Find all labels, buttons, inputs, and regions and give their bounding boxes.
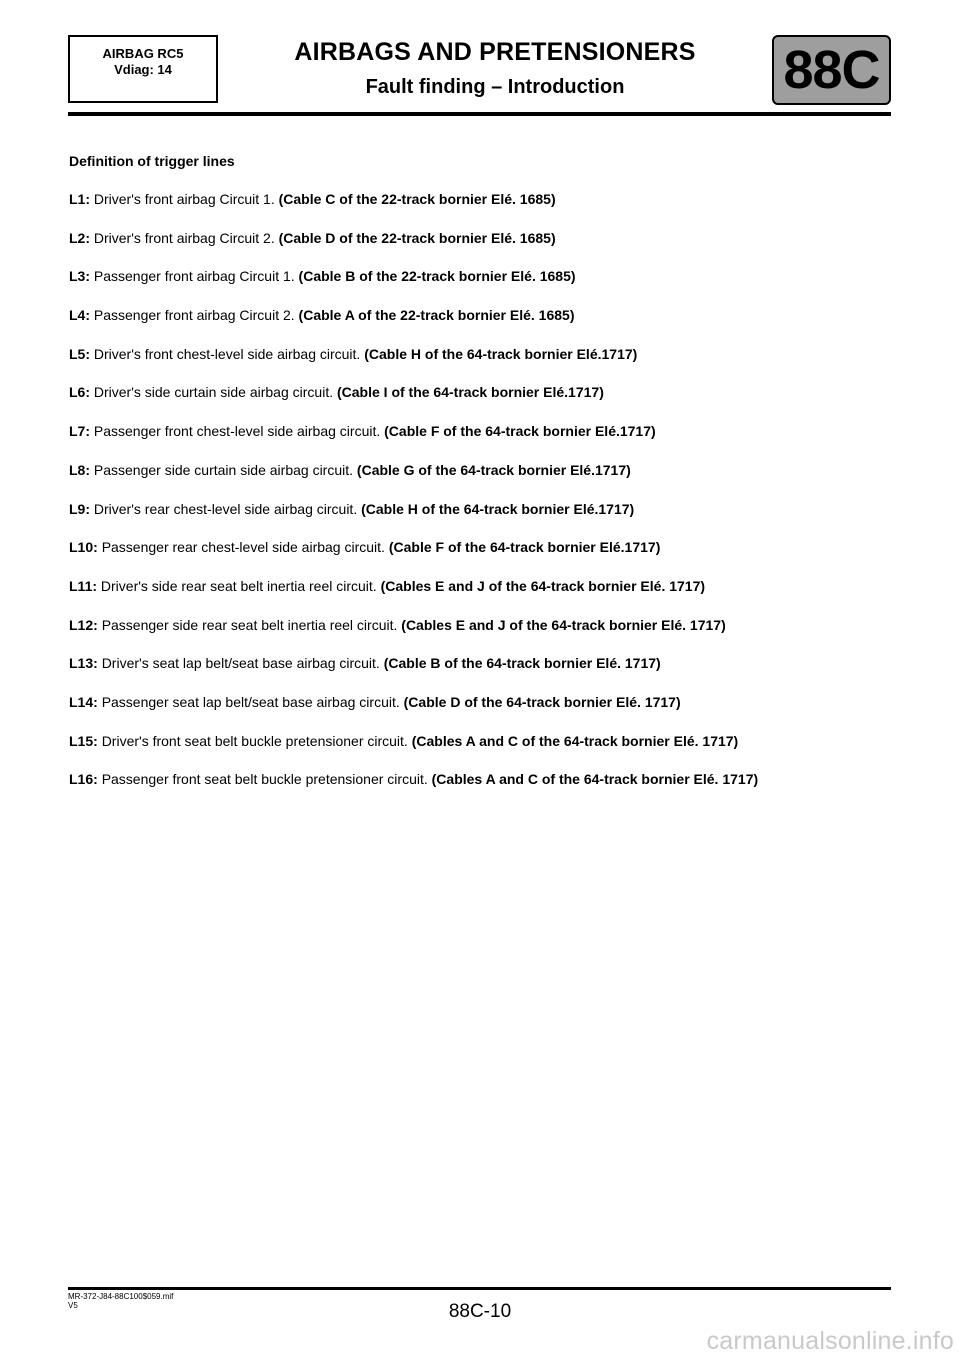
watermark: carmanualsonline.info xyxy=(706,1327,954,1355)
trigger-line-cable: (Cable I of the 64-track bornier Elé.1717) xyxy=(336,384,604,401)
trigger-line-label: L15: xyxy=(69,732,98,749)
trigger-line-item xyxy=(69,461,891,479)
trigger-line-description: Passenger rear chest-level side airbag circuit. xyxy=(101,539,385,556)
trigger-line-item xyxy=(69,732,891,750)
section-title: Definition of trigger lines xyxy=(69,153,235,169)
trigger-line-item xyxy=(69,770,891,788)
trigger-line-item xyxy=(69,654,891,672)
trigger-line-item xyxy=(69,306,891,324)
trigger-line-description: Passenger side rear seat belt inertia reel circuit. xyxy=(101,616,398,633)
trigger-line-description: Driver's front airbag Circuit 1. xyxy=(93,191,275,207)
trigger-line-cable: (Cable A of the 22-track bornier Elé. 1685) xyxy=(298,307,575,324)
trigger-line-item xyxy=(69,500,891,518)
trigger-line-label: L11: xyxy=(69,577,98,594)
trigger-line-item xyxy=(69,422,891,440)
trigger-line-item xyxy=(69,345,891,363)
vehicle-system-label: AIRBAG RC5 xyxy=(102,46,184,61)
trigger-line-label: L3: xyxy=(69,268,90,285)
trigger-line-label: L1: xyxy=(69,191,90,207)
file-ref: MR-372-J84-88C100$059.mif xyxy=(68,1292,174,1301)
trigger-line-item xyxy=(69,538,891,556)
trigger-line-description: Driver's front airbag Circuit 2. xyxy=(93,229,275,246)
trigger-line-item xyxy=(69,693,891,711)
trigger-line-cable: (Cables E and J of the 64-track bornier Elé. 1717) xyxy=(401,616,726,633)
trigger-line-description: Passenger front airbag Circuit 1. xyxy=(93,268,295,285)
trigger-line-label: L4: xyxy=(69,307,90,324)
trigger-line-cable: (Cable C of the 22-track bornier Elé. 1685) xyxy=(278,191,556,207)
trigger-line-item xyxy=(69,190,891,208)
trigger-line-cable: (Cable D of the 22-track bornier Elé. 1685) xyxy=(278,229,556,246)
trigger-line-description: Passenger side curtain side airbag circuit. xyxy=(93,461,354,478)
trigger-line-label: L8: xyxy=(69,461,90,478)
trigger-line-cable: (Cables A and C of the 64-track bornier Elé. 1717) xyxy=(431,771,759,788)
trigger-line-cable: (Cable G of the 64-track bornier Elé.1717) xyxy=(356,461,631,478)
trigger-line-description: Passenger front airbag Circuit 2. xyxy=(93,307,295,324)
trigger-line-label: L13: xyxy=(69,655,98,672)
trigger-line-description: Driver's side curtain side airbag circuit. xyxy=(93,384,334,401)
trigger-line-item xyxy=(69,229,891,247)
trigger-line-label: L2: xyxy=(69,229,90,246)
page-number: 88C-10 xyxy=(448,1301,512,1322)
trigger-line-label: L14: xyxy=(69,693,98,710)
trigger-line-cable: (Cables E and J of the 64-track bornier Elé. 1717) xyxy=(380,577,706,594)
trigger-line-cable: (Cables A and C of the 64-track bornier Elé. 1717) xyxy=(411,732,739,749)
trigger-line-label: L7: xyxy=(69,423,90,440)
trigger-line-description: Passenger front seat belt buckle pretensioner circuit. xyxy=(101,771,428,788)
trigger-line-description: Driver's side rear seat belt inertia reel circuit. xyxy=(100,577,377,594)
header-divider xyxy=(68,112,891,116)
vdiag-label: Vdiag: 14 xyxy=(114,62,172,77)
trigger-line-cable: (Cable F of the 64-track bornier Elé.1717) xyxy=(388,539,661,556)
trigger-line-cable: (Cable B of the 64-track bornier Elé. 1717) xyxy=(383,655,661,672)
vehicle-info-box xyxy=(68,35,218,103)
trigger-line-label: L12: xyxy=(69,616,98,633)
trigger-line-item xyxy=(69,577,891,595)
trigger-line-description: Driver's seat lap belt/seat base airbag circuit. xyxy=(101,655,380,672)
version-label: V5 xyxy=(68,1301,78,1310)
trigger-line-cable: (Cable F of the 64-track bornier Elé.1717) xyxy=(384,423,656,440)
trigger-line-item xyxy=(69,616,891,634)
trigger-line-label: L16: xyxy=(69,771,98,788)
trigger-line-label: L10: xyxy=(69,539,98,556)
trigger-line-description: Driver's front seat belt buckle pretensioner circuit. xyxy=(101,732,408,749)
trigger-line-description: Driver's front chest-level side airbag circuit. xyxy=(93,345,361,362)
section-code-badge: 88C xyxy=(772,35,891,105)
trigger-line-cable: (Cable D of the 64-track bornier Elé. 1717) xyxy=(403,693,681,710)
main-content xyxy=(69,152,891,809)
trigger-line-cable: (Cable H of the 64-track bornier Elé.1717) xyxy=(364,345,638,362)
page-title: AIRBAGS AND PRETENSIONERS xyxy=(294,38,696,66)
trigger-line-item xyxy=(69,267,891,285)
trigger-line-description: Passenger front chest-level side airbag circuit. xyxy=(93,423,381,440)
trigger-line-cable: (Cable H of the 64-track bornier Elé.1717) xyxy=(361,500,635,517)
trigger-line-description: Passenger seat lap belt/seat base airbag circuit. xyxy=(101,693,400,710)
trigger-line-label: L6: xyxy=(69,384,90,401)
trigger-lines-list xyxy=(69,190,891,788)
footer-divider xyxy=(68,1287,891,1290)
trigger-line-cable: (Cable B of the 22-track bornier Elé. 1685) xyxy=(298,268,576,285)
trigger-line-label: L5: xyxy=(69,345,90,362)
trigger-line-item xyxy=(69,383,891,401)
trigger-line-description: Driver's rear chest-level side airbag circuit. xyxy=(93,500,358,517)
page-subtitle: Fault finding – Introduction xyxy=(365,76,625,98)
trigger-line-label: L9: xyxy=(69,500,90,517)
